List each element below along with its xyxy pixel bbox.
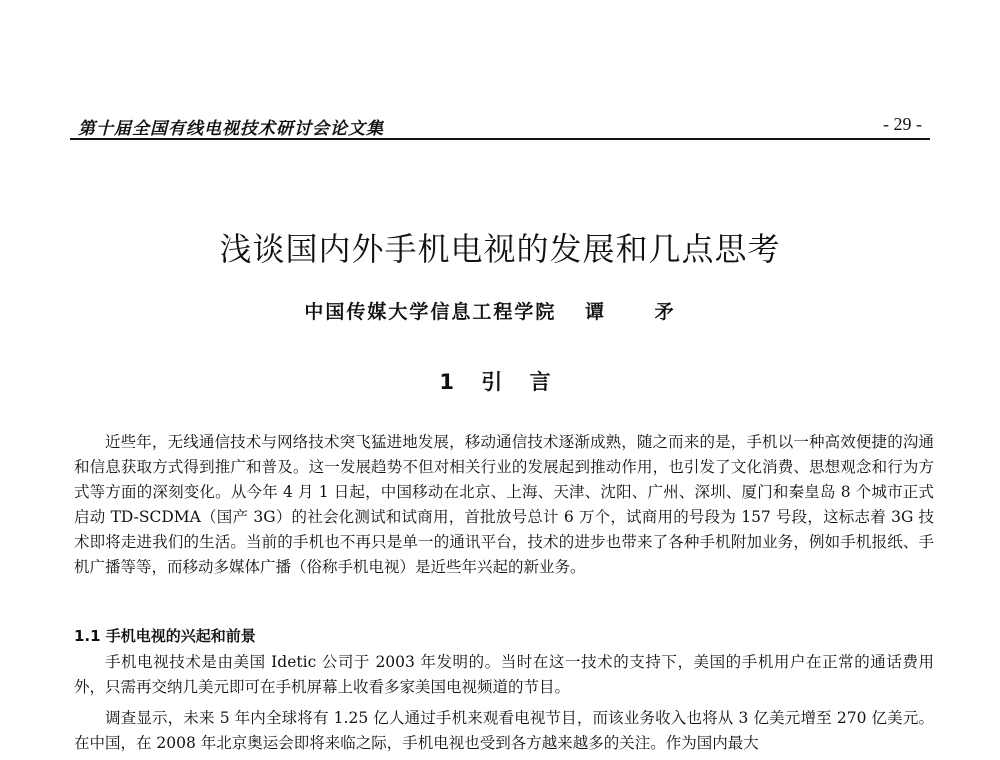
page-number: - 29 - bbox=[883, 114, 922, 134]
author-affiliation: 中国传媒大学信息工程学院 bbox=[304, 301, 557, 323]
subsection-heading: 1.1 手机电视的兴起和前景 bbox=[74, 627, 256, 645]
body-paragraph-1 bbox=[74, 430, 934, 580]
body-paragraph-2 bbox=[74, 650, 934, 700]
running-header bbox=[70, 112, 930, 140]
body-paragraph-3 bbox=[74, 706, 934, 756]
paragraph-text: 手机电视技术是由美国 Idetic 公司于 2003 年发明的。当时在这一技术的支持下，美国的手机用户在正常的通话费用外，只需再交纳几美元即可在手机屏幕上收看多家美国电视频道的节目。 bbox=[74, 653, 934, 696]
section-heading: 1 引 言 bbox=[439, 370, 561, 394]
author-name: 谭 矛 bbox=[585, 301, 696, 323]
paper-title: 浅谈国内外手机电视的发展和几点思考 bbox=[219, 230, 781, 268]
byline bbox=[0, 297, 1000, 324]
paragraph-text: 近些年，无线通信技术与网络技术突飞猛进地发展，移动通信技术逐渐成熟，随之而来的是，手机以一种高效便捷的沟通和信息获取方式得到推广和普及。这一发展趋势不但对相关行业的发展起到推动作用，也引发了文化消费、思想观念和行为方式等方面的深刻变化。从今年 4 月 1 日起，中国移动在北京、上海、天津、沈阳、广州、深圳、厦门和秦皇岛 8 个城市正式启动 TD-SCDMA（国产 3G）的社会化测试和试商用，首批放号总计 6 万个，试商用的号段为 157 号段，这标志着 3G 技术即将走进我们的生活。当前的手机也不再只是单一的通讯平台，技术的进步也带来了各种手机附加业务，例如手机报纸、手机广播等等，而移动多媒体广播（俗称手机电视）是近些年兴起的新业务。 bbox=[74, 433, 934, 576]
proceedings-title: 第十届全国有线电视技术研讨会论文集 bbox=[78, 119, 384, 139]
paragraph-text: 调查显示，未来 5 年内全球将有 1.25 亿人通过手机来观看电视节目，而该业务收入也将从 3 亿美元增至 270 亿美元。在中国，在 2008 年北京奥运会即将来临之际，手机电视也受到各方越来越多的关注。作为国内最大 bbox=[74, 709, 934, 752]
